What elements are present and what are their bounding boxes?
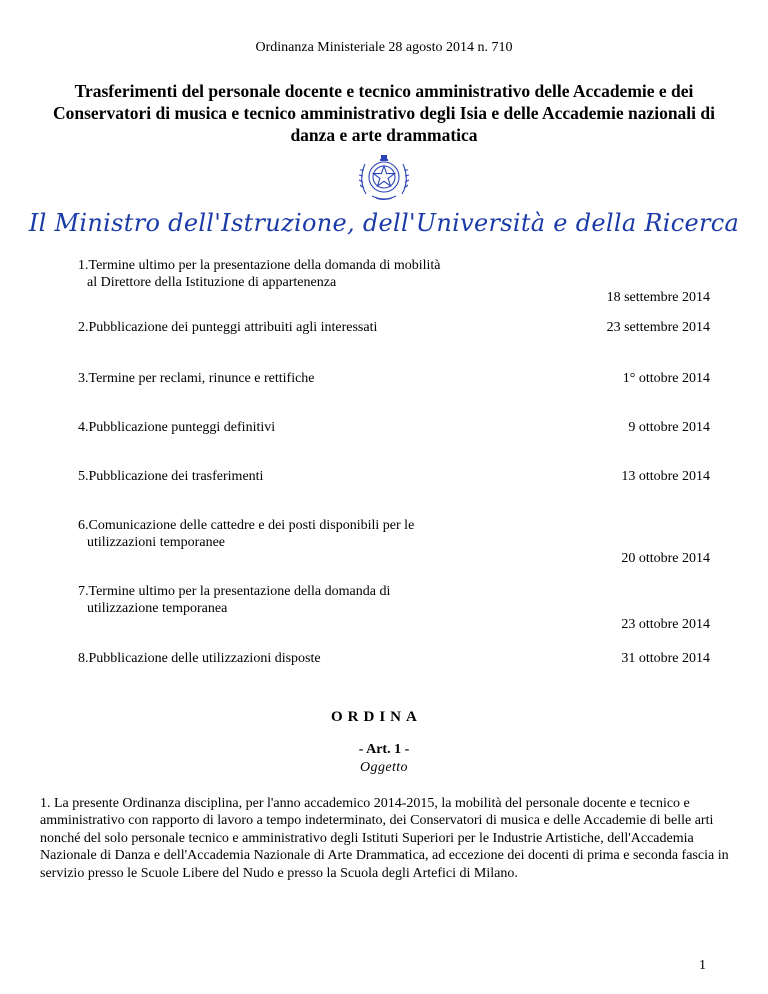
schedule-step-date: 9 ottobre 2014 [628, 420, 710, 435]
article-paragraph: 1. La presente Ordinanza disciplina, per l'anno accademico 2014-2015, la mobilità del personale docente e tecnico e amministrativo con rapporto di lavoro a tempo indeterminato, dei Conservatori di musica e delle Accademie di belle arti nonché del solo personale tecnico e amministrativo degli Istituti Superiori per le Industrie Artistiche, dell'Accademia Nazionale di Danza e dell'Accademia Nazionale di Arte Drammatica, ad eccezione dei docenti di prima e seconda fascia in servizio presso le Scuole Libere del Nudo e presso la Scuola degli Artefici di Milano. [40, 796, 729, 881]
schedule-step-date: 20 ottobre 2014 [621, 551, 710, 566]
schedule-step-label-cont: al Direttore della Istituzione di appartenenza [87, 275, 337, 290]
schedule-step-date: 13 ottobre 2014 [621, 469, 710, 484]
document-header: Ordinanza Ministeriale 28 agosto 2014 n. 710 [255, 40, 513, 55]
schedule-step-label: 5.Pubblicazione dei trasferimenti [78, 469, 264, 484]
schedule-step-8 [78, 650, 321, 667]
document-title: Trasferimenti del personale docente e tecnico amministrativo delle Accademie e dei Conservatori di musica e tecnico amministrativo degli Isia e delle Accademie nazionali di danza e arte drammatica [52, 81, 715, 145]
schedule-step-label: 1.Termine ultimo per la presentazione della domanda di mobilità [78, 258, 441, 273]
schedule-step-1 [78, 257, 441, 291]
schedule-step-label: 6.Comunicazione delle cattedre e dei posti disponibili per le [78, 518, 415, 533]
schedule-step-date: 18 settembre 2014 [606, 290, 710, 305]
schedule-step-label: 4.Pubblicazione punteggi definitivi [78, 420, 276, 435]
schedule-step-label-cont: utilizzazione temporanea [87, 601, 228, 616]
article-subject: Oggetto [360, 760, 408, 775]
schedule-step-3 [78, 370, 315, 387]
schedule-step-2 [78, 319, 377, 336]
schedule-step-date: 31 ottobre 2014 [621, 651, 710, 666]
ordina-heading: ORDINA [331, 709, 422, 725]
ministry-signature: Il Ministro dell'Istruzione, dell'Università e della Ricerca [28, 209, 740, 237]
schedule-step-label: 8.Pubblicazione delle utilizzazioni disposte [78, 651, 321, 666]
schedule-step-date: 23 ottobre 2014 [621, 617, 710, 632]
schedule-step-date: 23 settembre 2014 [606, 320, 710, 335]
article-heading: - Art. 1 - [358, 742, 410, 757]
schedule-step-7 [78, 583, 390, 617]
schedule-step-label: 2.Pubblicazione dei punteggi attribuiti agli interessati [78, 320, 378, 335]
page-number: 1 [699, 958, 706, 973]
schedule-step-label: 7.Termine ultimo per la presentazione della domanda di [78, 584, 391, 599]
schedule-step-date: 1° ottobre 2014 [622, 371, 710, 386]
schedule-step-4 [78, 419, 275, 436]
schedule-step-label: 3.Termine per reclami, rinunce e rettifiche [78, 371, 315, 386]
schedule-step-6 [78, 517, 414, 551]
schedule-step-label-cont: utilizzazioni temporanee [87, 535, 225, 550]
schedule-step-5 [78, 468, 263, 485]
italian-republic-emblem-icon [356, 150, 412, 206]
